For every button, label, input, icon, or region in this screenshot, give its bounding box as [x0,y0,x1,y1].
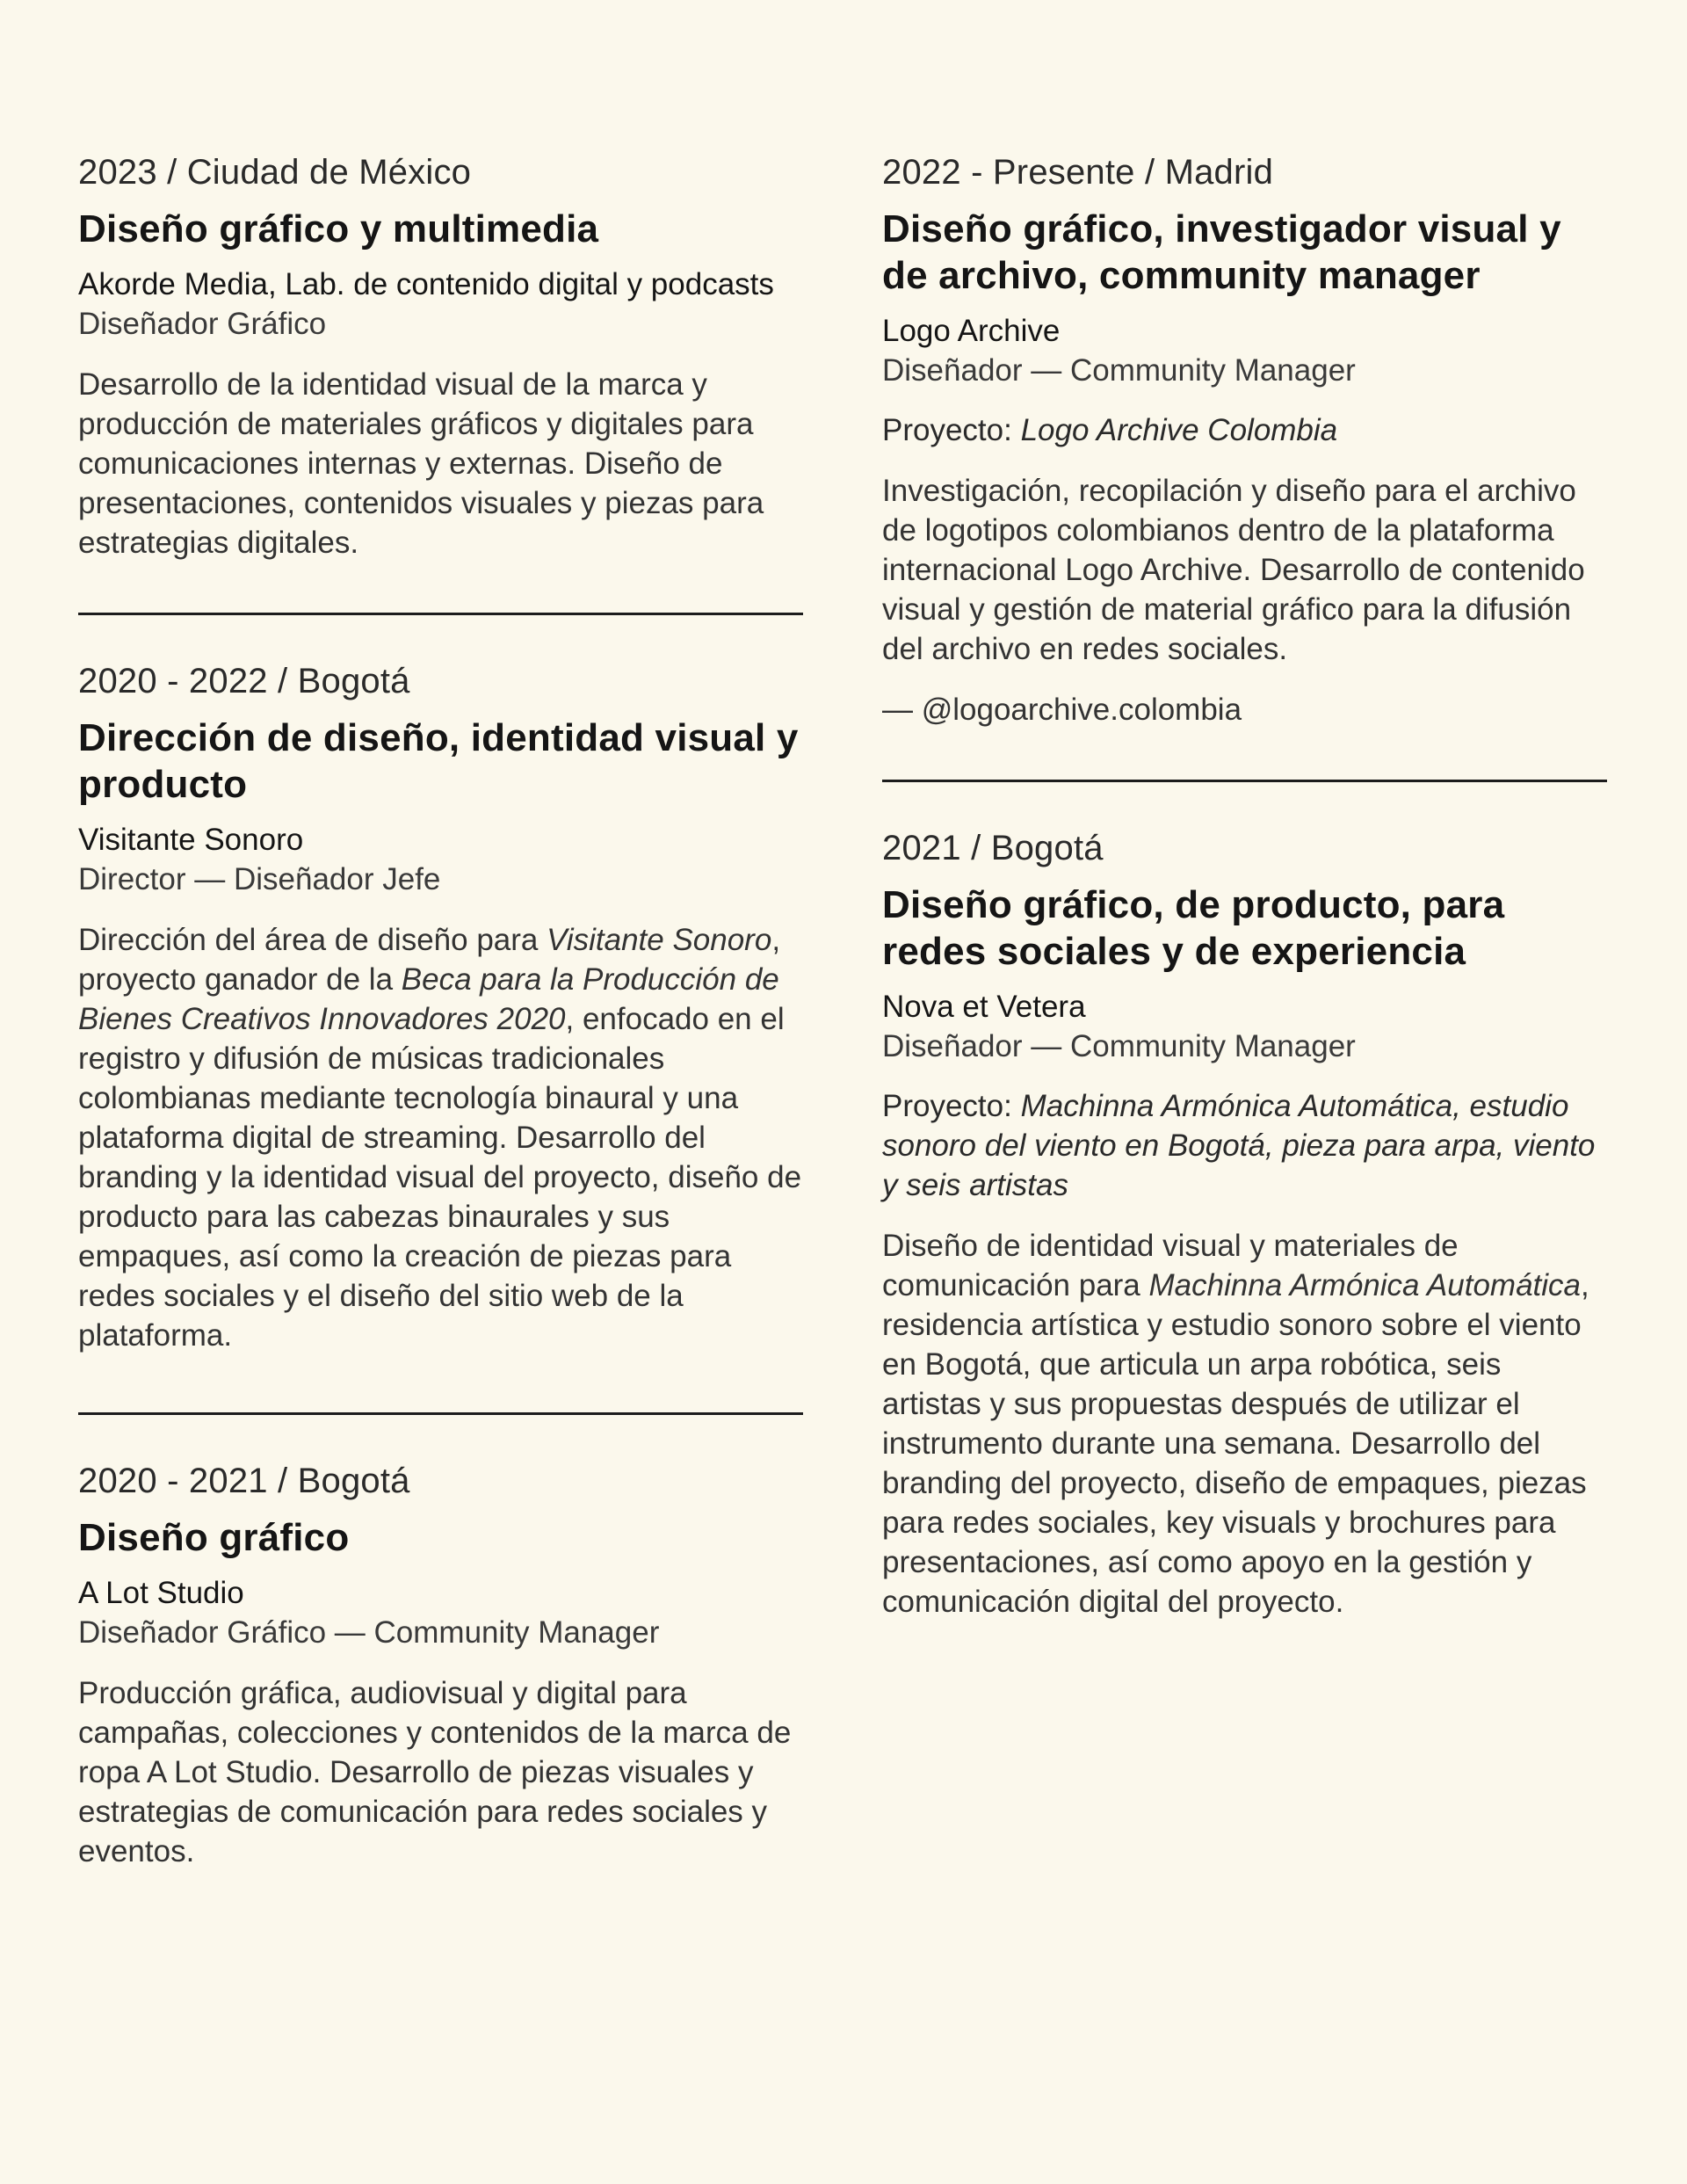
entry-description: Producción gráfica, audiovisual y digital para campañas, colecciones y contenidos de la marca de ropa A Lot Studio. Desarrollo de piezas visuales y estrategias de comunicación para redes sociales y eventos. [78,1676,792,1868]
entry-organization: A Lot Studio [78,1576,244,1610]
project-name: Machinna Armónica Automática, estudio sonoro del viento en Bogotá, pieza para arpa, viento y seis artistas [882,1089,1596,1202]
entry-date-location: 2023 / Ciudad de México [78,153,472,192]
desc-part: , proyecto ganador de la [78,923,781,997]
entry-title: Diseño gráfico [78,1516,350,1559]
entry-date-location: 2022 - Presente / Madrid [882,153,1274,192]
entry-organization: Nova et Vetera [882,990,1086,1024]
desc-part: , enfocado en el registro y difusión de músicas tradicionales colombianas mediante tecnología binaural y una plataforma digital de streaming. Desarrollo del branding y la identidad visual del proyecto, diseño de producto para las cabezas binaurales y sus empaques, así como la creación de piezas para redes sociales y el diseño del sitio web de la plataforma. [78,1002,802,1353]
entry-role: Director — Diseñador Jefe [78,862,441,896]
desc-part-italic: Beca para la Producción de Bienes Creativos Innovadores 2020 [78,962,779,1036]
entry-description [78,920,803,1355]
entry-date-location: 2020 - 2022 / Bogotá [78,662,410,700]
section-divider [882,780,1607,782]
entry-description [882,1226,1607,1622]
project-label: Proyecto: [882,1089,1021,1123]
desc-part: , residencia artística y estudio sonoro sobre el viento en Bogotá, que articula un arpa robótica, seis artistas y sus propuestas después de utilizar el instrumento durante una semana. Desarrollo del branding del proyecto, diseño de empaques, piezas para redes sociales, key visuals y brochures para presentaciones, así como apoyo en la gestión y comunicación digital del proyecto. [882,1268,1589,1619]
entry-role: Diseñador — Community Manager [882,1029,1356,1063]
entry-project [882,1086,1607,1205]
entry-organization: Logo Archive [882,314,1061,348]
project-name: Logo Archive Colombia [1020,413,1338,447]
entry-title: Dirección de diseño, identidad visual y producto [78,716,799,806]
section-divider [78,613,803,615]
experience-entry-logo-archive [882,146,1607,729]
entry-date-location: 2020 - 2021 / Bogotá [78,1462,410,1500]
desc-part: Diseño de identidad visual y materiales de comunicación para [882,1229,1459,1302]
entry-description: Investigación, recopilación y diseño para el archivo de logotipos colombianos dentro de la plataforma internacional Logo Archive. Desarrollo de contenido visual y gestión de material gráfico para la difusión del archivo en redes sociales. [882,474,1585,666]
experience-entry-visitante-sonoro [78,655,803,1355]
left-column [78,146,803,1871]
project-label: Proyecto: [882,413,1021,447]
entry-role: Diseñador — Community Manager [882,353,1356,388]
right-column [882,146,1607,1622]
entry-title: Diseño gráfico, de producto, para redes sociales y de experiencia [882,883,1505,973]
desc-part-italic: Visitante Sonoro [547,923,772,957]
entry-organization: Akorde Media, Lab. de contenido digital y podcasts [78,267,774,301]
entry-date-location: 2021 / Bogotá [882,829,1104,867]
entry-project [882,410,1607,450]
entry-description: Desarrollo de la identidad visual de la marca y producción de materiales gráficos y digitales para comunicaciones internas y externas. Diseño de presentaciones, contenidos visuales y piezas para estrategias digitales. [78,367,764,560]
entry-organization: Visitante Sonoro [78,823,304,857]
entry-role: Diseñador Gráfico [78,307,327,341]
desc-part-italic: Machinna Armónica Automática [1148,1268,1582,1302]
section-divider [78,1412,803,1415]
experience-entry-a-lot-studio [78,1455,803,1871]
desc-part: Dirección del área de diseño para [78,923,547,957]
experience-entry-nova-et-vetera [882,822,1607,1622]
social-handle: — @logoarchive.colombia [882,693,1242,727]
entry-role: Diseñador Gráfico — Community Manager [78,1615,660,1650]
experience-entry-akorde [78,146,803,562]
entry-title: Diseño gráfico y multimedia [78,207,599,250]
entry-title: Diseño gráfico, investigador visual y de archivo, community manager [882,207,1561,297]
